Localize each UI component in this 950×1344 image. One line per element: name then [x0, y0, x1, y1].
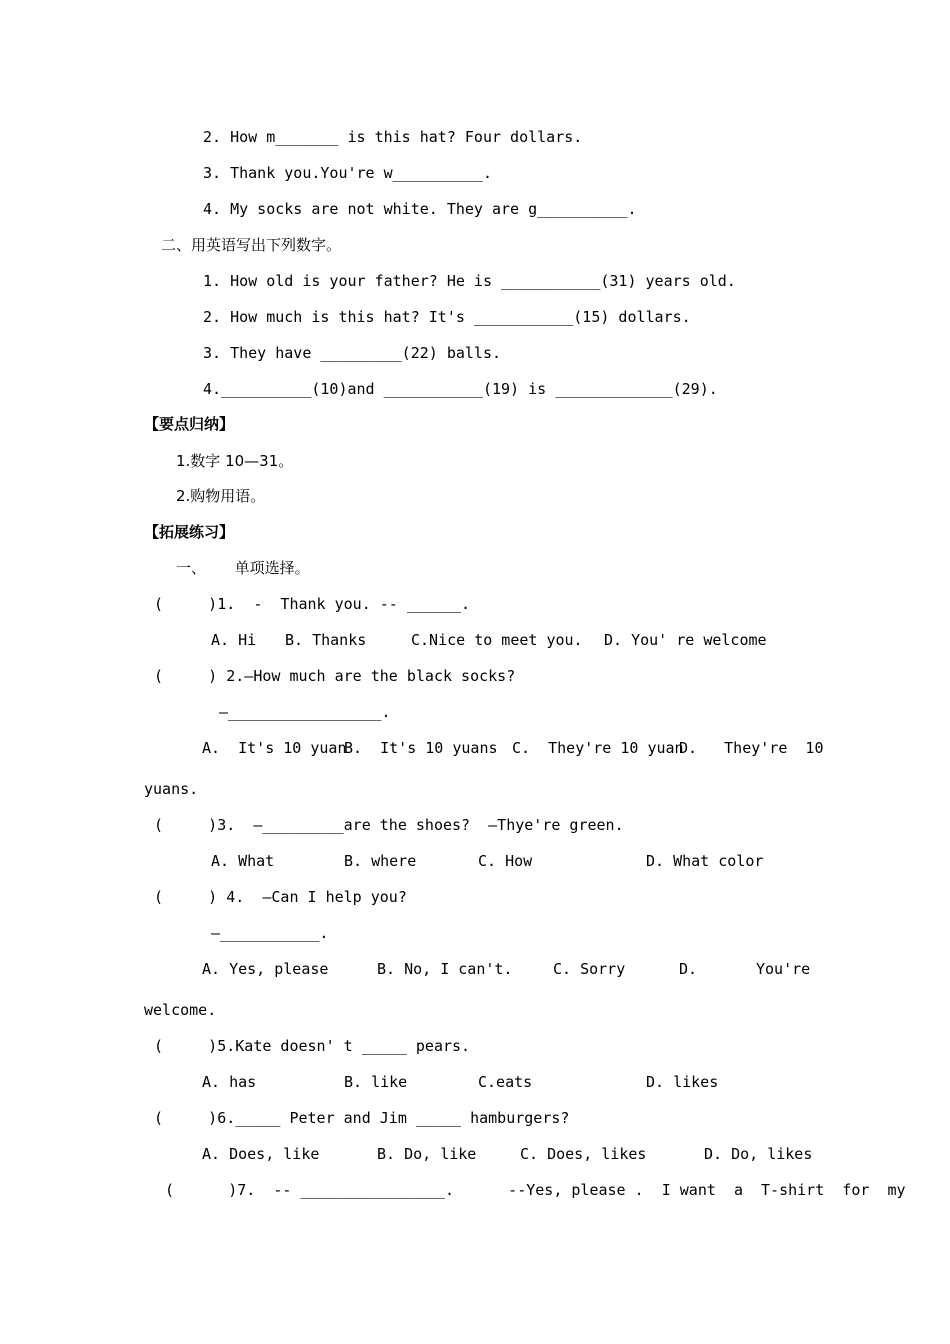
- question-1-option-d: D. You' re welcome: [604, 631, 767, 649]
- question-4-answer-line: —___________.: [211, 924, 329, 942]
- question-6-option-d: D. Do, likes: [704, 1145, 813, 1163]
- question-4-option-d: D.: [679, 960, 698, 978]
- practice-subheading: 一、 单项选择。: [176, 559, 310, 577]
- question-3-option-d: D. What color: [646, 852, 764, 870]
- fill-item-3: 3. Thank you.You're w__________.: [203, 164, 492, 182]
- number-item-1: 1. How old is your father? He is ___________(31) years old.: [203, 272, 736, 290]
- summary-item-2: 2.购物用语。: [176, 487, 266, 505]
- summary-heading: 【要点归纳】: [144, 415, 235, 433]
- question-5-option-a: A. has: [202, 1073, 257, 1091]
- number-item-2: 2. How much is this hat? It's ___________(15) dollars.: [203, 308, 691, 326]
- question-4-option-b: B. No, I can't.: [377, 960, 513, 978]
- question-4-option-d-cont: You're: [756, 960, 811, 978]
- question-1-option-c: C.Nice to meet you.: [411, 631, 583, 649]
- question-2-option-d: D. They're 10: [679, 739, 824, 757]
- section-two-heading: 二、用英语写出下列数字。: [161, 236, 342, 254]
- question-2-stem: ( ) 2.—How much are the black socks?: [154, 667, 516, 685]
- question-2-option-c: C. They're 10 yuan: [512, 739, 684, 757]
- question-6-stem: ( )6._____ Peter and Jim _____ hamburgers?: [154, 1109, 570, 1127]
- question-2-answer-line: —_________________.: [219, 703, 391, 721]
- question-2-wrap: yuans.: [144, 780, 199, 798]
- question-1-stem: ( )1. - Thank you. -- ______.: [154, 595, 471, 613]
- question-3-option-b: B. where: [344, 852, 417, 870]
- question-3-option-c: C. How: [478, 852, 533, 870]
- question-6-option-a: A. Does, like: [202, 1145, 320, 1163]
- question-6-option-b: B. Do, like: [377, 1145, 477, 1163]
- question-2-option-a: A. It's 10 yuan: [202, 739, 347, 757]
- question-2-option-b: B. It's 10 yuans: [344, 739, 498, 757]
- question-6-option-c: C. Does, likes: [520, 1145, 647, 1163]
- summary-item-1: 1.数字 10—31。: [176, 452, 294, 470]
- practice-heading: 【拓展练习】: [144, 523, 235, 541]
- question-3-option-a: A. What: [211, 852, 275, 870]
- question-5-option-b: B. like: [344, 1073, 408, 1091]
- question-5-option-d: D. likes: [646, 1073, 719, 1091]
- question-4-wrap: welcome.: [144, 1001, 217, 1019]
- question-4-option-a: A. Yes, please: [202, 960, 329, 978]
- question-5-stem: ( )5.Kate doesn' t _____ pears.: [154, 1037, 471, 1055]
- number-item-3: 3. They have _________(22) balls.: [203, 344, 502, 362]
- fill-item-2: 2. How m_______ is this hat? Four dollars.: [203, 128, 583, 146]
- fill-item-4: 4. My socks are not white. They are g__________.: [203, 200, 637, 218]
- question-1-option-b: B. Thanks: [285, 631, 367, 649]
- question-7-stem: ( )7. -- ________________. --Yes, please . I want a T-shirt for my: [165, 1181, 906, 1199]
- question-5-option-c: C.eats: [478, 1073, 533, 1091]
- question-4-option-c: C. Sorry: [553, 960, 626, 978]
- number-item-4: 4.__________(10)and ___________(19) is _____________(29).: [203, 380, 718, 398]
- question-4-stem: ( ) 4. —Can I help you?: [154, 888, 407, 906]
- question-1-option-a: A. Hi: [211, 631, 257, 649]
- question-3-stem: ( )3. —_________are the shoes? —Thye're green.: [154, 816, 624, 834]
